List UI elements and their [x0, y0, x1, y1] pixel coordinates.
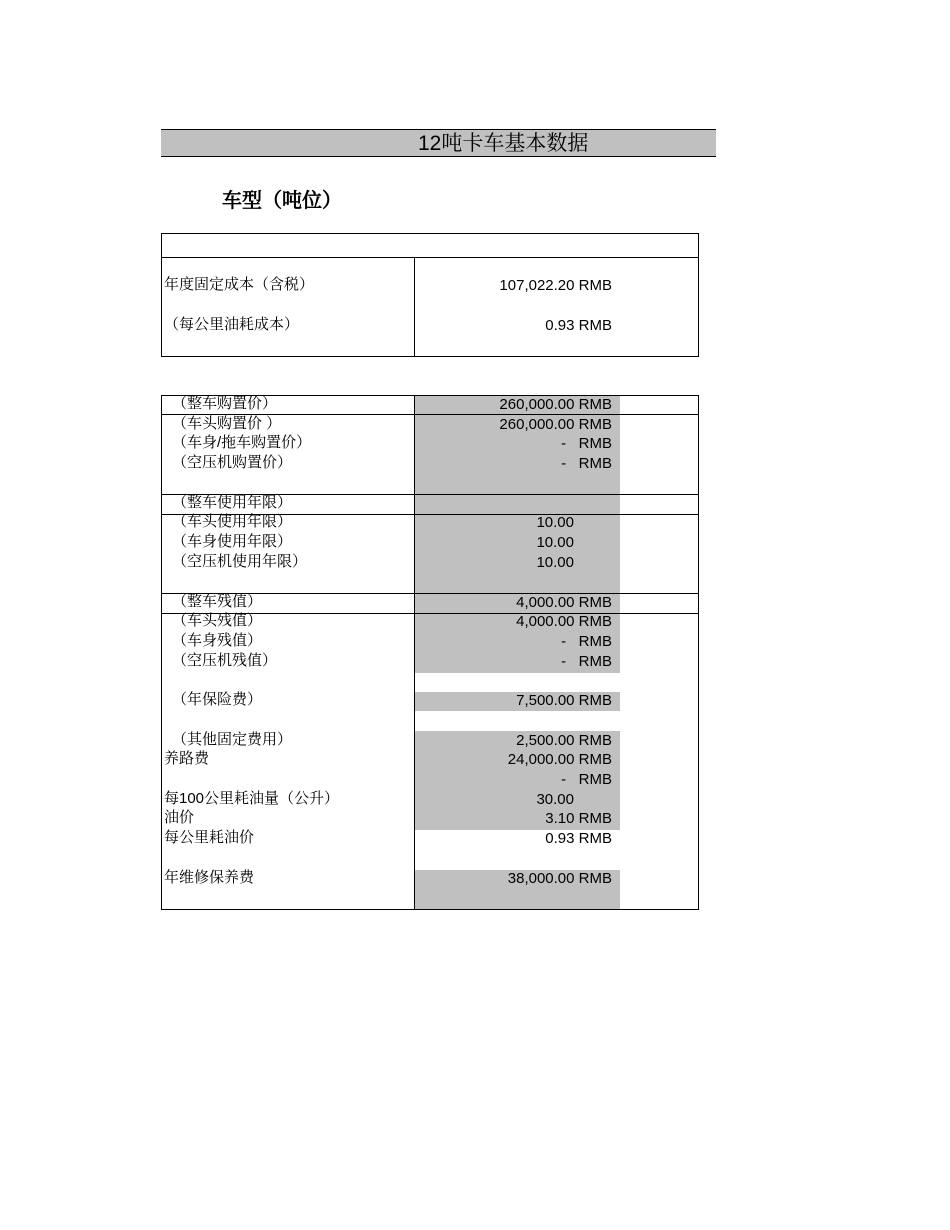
head-life-label: （车头使用年限）	[172, 513, 293, 530]
annual-fixed-cost-value: 107,022.20 RMB	[499, 277, 612, 294]
summary-column-divider	[414, 257, 415, 357]
compressor-residual-value: - RMB	[561, 653, 612, 670]
insurance-label: （年保险费）	[172, 691, 263, 708]
detail-column-divider	[414, 395, 415, 910]
vehicle-purchase-label: （整车购置价）	[172, 395, 278, 412]
head-life-value: 10.00	[536, 514, 574, 531]
compressor-purchase-label: （空压机购置价）	[172, 454, 293, 471]
fuel-per-100km-value: 30.00	[536, 791, 574, 808]
body-life-label: （车身使用年限）	[172, 533, 293, 550]
compressor-life-label: （空压机使用年限）	[172, 553, 308, 570]
fuel-price-label: 油价	[164, 809, 195, 826]
summary-divider	[161, 257, 699, 258]
summary-table	[161, 233, 699, 357]
fuel-cost-per-km-value: 0.93 RMB	[545, 317, 612, 334]
compressor-residual-label: （空压机残值）	[172, 652, 278, 669]
vehicle-residual-value: 4,000.00 RMB	[516, 594, 612, 611]
head-residual-label: （车头残值）	[172, 612, 263, 629]
fuel-cost-per-km-detail-value: 0.93 RMB	[545, 830, 612, 847]
head-residual-value: 4,000.00 RMB	[516, 613, 612, 630]
page-title: 12吨卡车基本数据	[418, 132, 589, 155]
head-purchase-value: 260,000.00 RMB	[499, 416, 612, 433]
vehicle-residual-label: （整车残值）	[172, 593, 263, 610]
vehicle-life-label: （整车使用年限）	[172, 494, 293, 511]
body-purchase-label: （车身/拖车购置价）	[172, 434, 312, 451]
fuel-cost-per-km-label: （每公里油耗成本）	[164, 316, 300, 333]
annual-fixed-cost-label: 年度固定成本（含税）	[164, 276, 315, 293]
road-fee-label: 养路费	[164, 750, 210, 767]
fuel-cost-per-km-detail-label: 每公里耗油价	[164, 829, 255, 846]
maintenance-value: 38,000.00 RMB	[507, 870, 612, 887]
body-life-value: 10.00	[536, 534, 574, 551]
fuel-per-100km-label: 每100公里耗油量（公升）	[164, 790, 340, 807]
other-fixed-label: （其他固定费用）	[172, 731, 293, 748]
compressor-life-value: 10.00	[536, 554, 574, 571]
body-purchase-value: - RMB	[561, 435, 612, 452]
fuel-price-value: 3.10 RMB	[545, 810, 612, 827]
other-fixed-value: 2,500.00 RMB	[516, 732, 612, 749]
road-fee-value: 24,000.00 RMB	[507, 751, 612, 768]
maintenance-label: 年维修保养费	[164, 869, 255, 886]
vehicle-purchase-value: 260,000.00 RMB	[499, 396, 612, 413]
body-residual-value: - RMB	[561, 633, 612, 650]
vehicle-type-heading: 车型（吨位）	[222, 190, 342, 212]
blank-cost-value: - RMB	[561, 771, 612, 788]
compressor-purchase-value: - RMB	[561, 455, 612, 472]
head-purchase-label: （车头购置价 ）	[172, 415, 282, 432]
body-residual-label: （车身残值）	[172, 632, 263, 649]
insurance-value: 7,500.00 RMB	[516, 692, 612, 709]
